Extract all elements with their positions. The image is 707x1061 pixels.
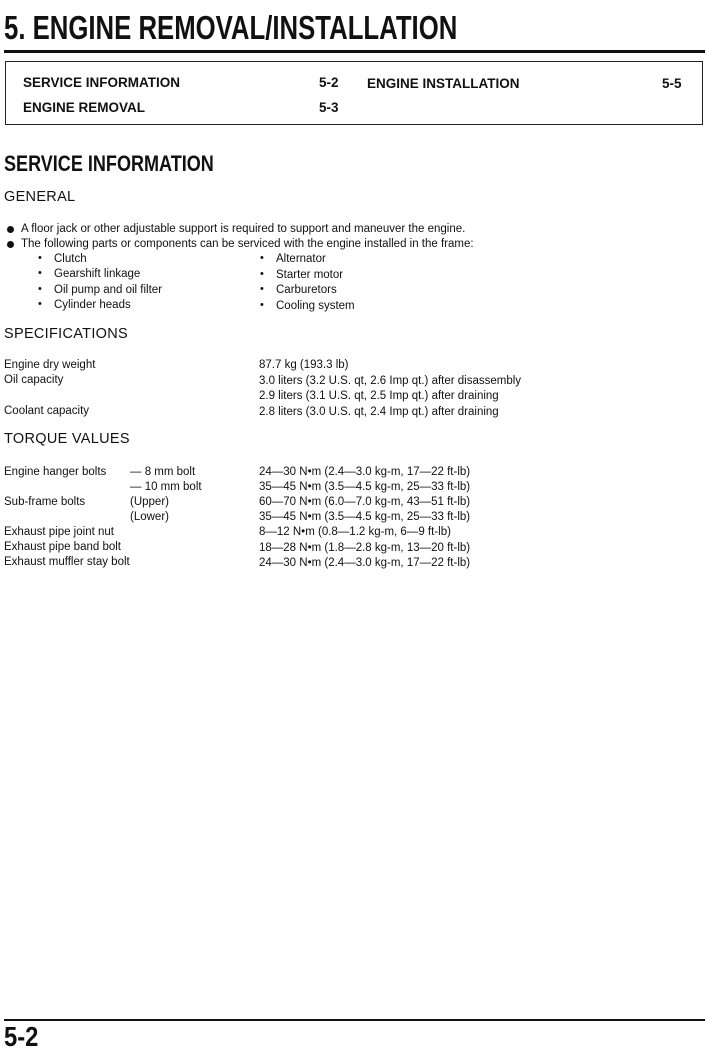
- chapter-title: 5. ENGINE REMOVAL/INSTALLATION: [4, 9, 458, 46]
- torque-label: Sub-frame bolts: [4, 496, 86, 508]
- torque-qualifier: — 8 mm bolt: [130, 466, 196, 478]
- torque-value: 8—12 N•m (0.8—1.2 kg-m, 6—9 ft-lb): [259, 526, 451, 538]
- toc-item-label[interactable]: ENGINE INSTALLATION: [367, 76, 520, 91]
- general-heading: GENERAL: [4, 189, 76, 205]
- part-item: Starter motor: [276, 269, 344, 281]
- toc-item-page: 5-2: [319, 75, 339, 90]
- torque-value: 24—30 N•m (2.4—3.0 kg-m, 17—22 ft-lb): [259, 466, 471, 478]
- title-rule: [4, 50, 705, 53]
- section-heading: SERVICE INFORMATION: [4, 151, 214, 176]
- small-bullet-icon: •: [38, 298, 42, 310]
- spec-label: Oil capacity: [4, 374, 64, 386]
- bullet-icon: [7, 226, 14, 233]
- small-bullet-icon: •: [38, 283, 42, 295]
- toc-item-page: 5-3: [319, 100, 339, 115]
- general-bullet-text: A floor jack or other adjustable support is required to support and maneuver the engine.: [21, 223, 466, 235]
- spec-label: Engine dry weight: [4, 359, 96, 371]
- small-bullet-icon: •: [260, 283, 264, 295]
- torque-value: 60—70 N•m (6.0—7.0 kg-m, 43—51 ft-lb): [259, 496, 471, 508]
- torque-heading: TORQUE VALUES: [4, 431, 130, 447]
- torque-qualifier: (Lower): [130, 511, 169, 523]
- toc-item-label[interactable]: ENGINE REMOVAL: [23, 100, 146, 115]
- torque-label: Engine hanger bolts: [4, 466, 107, 478]
- small-bullet-icon: •: [260, 268, 264, 280]
- small-bullet-icon: •: [38, 267, 42, 279]
- bullet-icon: [7, 241, 14, 248]
- small-bullet-icon: •: [260, 252, 264, 264]
- page-number: 5-2: [4, 1021, 39, 1052]
- spec-value: 3.0 liters (3.2 U.S. qt, 2.6 Imp qt.) after disassembly: [259, 375, 522, 387]
- part-item: Alternator: [276, 253, 326, 265]
- torque-value: 24—30 N•m (2.4—3.0 kg-m, 17—22 ft-lb): [259, 557, 471, 569]
- spec-value: 87.7 kg (193.3 lb): [259, 359, 349, 371]
- part-item: Cylinder heads: [54, 299, 131, 311]
- part-item: Gearshift linkage: [54, 268, 141, 280]
- torque-value: 35—45 N•m (3.5—4.5 kg-m, 25—33 ft-lb): [259, 481, 471, 493]
- part-item: Carburetors: [276, 284, 337, 296]
- torque-value: 18—28 N•m (1.8—2.8 kg-m, 13—20 ft-lb): [259, 542, 471, 554]
- torque-label: Exhaust pipe joint nut: [4, 526, 114, 538]
- toc-box: [5, 61, 703, 125]
- toc-item-label[interactable]: SERVICE INFORMATION: [23, 75, 181, 90]
- toc-item-page: 5-5: [662, 76, 682, 91]
- spec-value: 2.8 liters (3.0 U.S. qt, 2.4 Imp qt.) after draining: [259, 406, 499, 418]
- torque-qualifier: — 10 mm bolt: [130, 481, 202, 493]
- part-item: Clutch: [54, 253, 87, 265]
- torque-label: Exhaust muffler stay bolt: [4, 556, 130, 568]
- footer-rule: [4, 1019, 705, 1021]
- part-item: Cooling system: [276, 300, 355, 312]
- small-bullet-icon: •: [260, 299, 264, 311]
- general-bullet-text: The following parts or components can be serviced with the engine installed in the frame:: [21, 238, 474, 250]
- torque-qualifier: (Upper): [130, 496, 169, 508]
- part-item: Oil pump and oil filter: [54, 284, 163, 296]
- torque-value: 35—45 N•m (3.5—4.5 kg-m, 25—33 ft-lb): [259, 511, 471, 523]
- specifications-heading: SPECIFICATIONS: [4, 326, 128, 342]
- spec-value: 2.9 liters (3.1 U.S. qt, 2.5 Imp qt.) after draining: [259, 390, 499, 402]
- spec-label: Coolant capacity: [4, 405, 90, 417]
- small-bullet-icon: •: [38, 252, 42, 264]
- torque-label: Exhaust pipe band bolt: [4, 541, 122, 553]
